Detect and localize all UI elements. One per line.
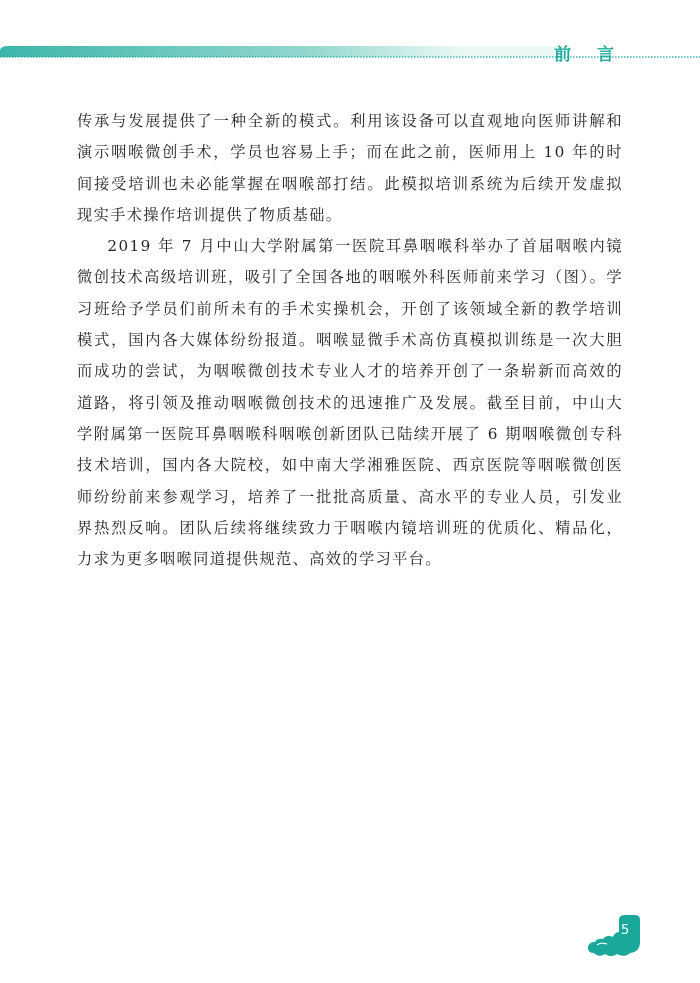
paragraph-2: 2019 年 7 月中山大学附属第一医院耳鼻咽喉科举办了首届咽喉内镜微创技术高级培训班，吸引了全国各地的咽喉外科医师前来学习（图）。学习班给予学员们前所未有的手术实操机会，开创了该领域全新的教学培训模式，国内各大媒体纷纷报道。咽喉显微手术高仿真模拟训练是一次大胆而成功的尝试，为咽喉微创技术专业人才的培养开创了一条崭新而高效的道路，将引领及推动咽喉微创技术的迅速推广及发展。截至目前，中山大学附属第一医院耳鼻咽喉科咽喉创新团队已陆续开展了 6 期咽喉微创专科技术培训，国内各大院校，如中南大学湘雅医院、西京医院等咽喉微创医师纷纷前来参观学习，培养了一批批高质量、高水平的专业人员，引发业界热烈反响。团队后续将继续致力于咽喉内镜培训班的优质化、精品化，力求为更多咽喉同道提供规范、高效的学习平台。 [77,237,623,569]
section-title: 前 言 [554,45,624,65]
page-number: 5 [621,923,630,938]
paragraph-1: 传承与发展提供了一种全新的模式。利用该设备可以直观地向医师讲解和演示咽喉微创手术，学员也容易上手；而在此之前，医师用上 10 年的时间接受培训也未必能掌握在咽喉部打结。此模拟培训系统为后续开发虚拟现实手术操作培训提供了物质基础。 [77,112,623,224]
page-number-badge [585,912,645,962]
body-text [77,106,623,575]
cloud-shape-icon [585,912,645,962]
